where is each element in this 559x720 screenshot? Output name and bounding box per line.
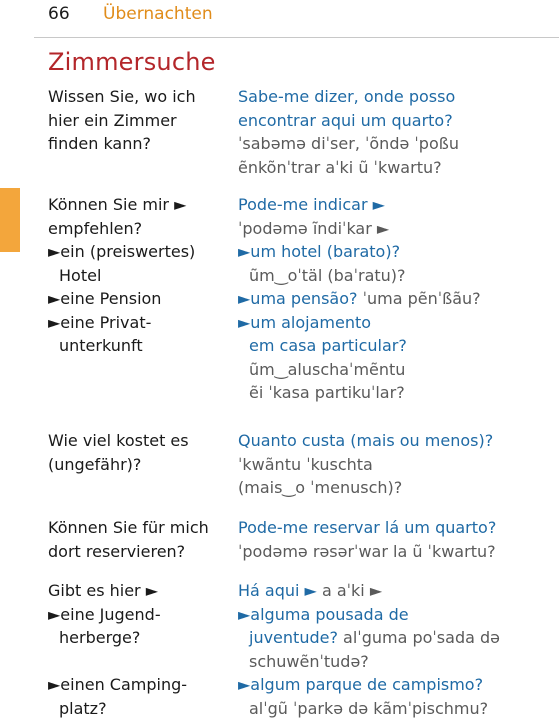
portuguese-line: Pode-me indicar ► [238, 195, 385, 214]
german-line: ►einen Camping- [48, 675, 188, 694]
german-line: ►eine Privat- [48, 312, 152, 332]
pronunciation-line: ũm‿oˈtäl (baˈratu)? [249, 265, 406, 285]
page-header [0, 0, 559, 40]
pronunciation-line: ˈkwãntu ˈkuschta [238, 454, 373, 474]
page-title: Zimmersuche [48, 48, 216, 76]
german-line: ►eine Jugend- [48, 604, 161, 624]
portuguese-line: ►algum parque de campismo? [238, 675, 484, 694]
portuguese-phrase [238, 85, 459, 179]
german-line: Können Sie mir ► [48, 195, 187, 214]
german-line: Können Sie für mich [48, 518, 209, 537]
german-line: Gibt es hier ► [48, 581, 159, 600]
page-number: 66 [48, 4, 70, 24]
german-line: ►ein (preiswertes) [48, 242, 196, 261]
pronunciation-line: schuwẽnˈtudə? [249, 651, 369, 671]
pronunciation-line: ũm‿aluschaˈmẽntu [249, 359, 406, 379]
german-line [48, 650, 187, 674]
german-line: ►eine Pension [48, 289, 162, 308]
portuguese-line: Há aqui ► a aˈki ► [238, 581, 383, 600]
portuguese-phrase [238, 516, 496, 563]
pronunciation-line: ẽnkõnˈtrar aˈki ũ ˈkwartu? [238, 157, 442, 177]
german-phrase [48, 193, 195, 358]
portuguese-phrase [238, 579, 500, 720]
portuguese-line: ►um hotel (barato)? [238, 242, 401, 261]
pronunciation-line: alˈgũ ˈparkə də kãmˈpischmu? [249, 698, 489, 718]
pronunciation-line: ˈsabəmə diˈser, ˈõndə ˈpoßu [238, 134, 459, 153]
pronunciation-line: (mais‿o ˈmenusch)? [238, 478, 403, 497]
pronunciation-line: ˈpodəmə rəsərˈwar la ũ ˈkwartu? [238, 541, 496, 561]
portuguese-line: em casa particular? [249, 336, 407, 355]
portuguese-phrase [238, 429, 493, 500]
german-line: dort reservieren? [48, 541, 186, 561]
german-phrase [48, 579, 187, 720]
german-line: platz? [59, 698, 107, 718]
section-title: Übernachten [103, 4, 213, 24]
portuguese-line: Pode-me reservar lá um quarto? [238, 518, 497, 537]
portuguese-line: juventude? alˈguma poˈsada də [249, 628, 500, 647]
portuguese-line: encontrar aqui um quarto? [238, 110, 453, 130]
portuguese-line: ►um alojamento [238, 312, 372, 332]
portuguese-phrase [238, 193, 481, 405]
german-line: (ungefähr)? [48, 454, 142, 474]
german-line: unterkunft [59, 336, 143, 355]
german-line: hier ein Zimmer [48, 110, 177, 130]
portuguese-line: ►alguma pousada de [238, 604, 409, 624]
portuguese-line: Quanto custa (mais ou menos)? [238, 431, 494, 450]
german-line: Wie viel kostet es [48, 431, 189, 450]
portuguese-line: Sabe-me dizer, onde posso [238, 87, 456, 106]
german-line: empfehlen? [48, 218, 143, 238]
pronunciation-line: ˈpodəmə ĩndiˈkar ► [238, 218, 390, 238]
german-phrase [48, 429, 189, 476]
chapter-tab [0, 188, 20, 252]
german-phrase [48, 516, 209, 563]
pronunciation-line: ẽi ˈkasa partikuˈlar? [249, 383, 405, 402]
header-rule [34, 37, 559, 38]
german-line: Wissen Sie, wo ich [48, 87, 196, 106]
german-line: finden kann? [48, 134, 152, 153]
german-phrase [48, 85, 196, 156]
german-line: herberge? [59, 628, 141, 647]
portuguese-line: ►uma pensão? ˈuma pẽnˈßãu? [238, 289, 481, 308]
german-line: Hotel [59, 265, 102, 285]
